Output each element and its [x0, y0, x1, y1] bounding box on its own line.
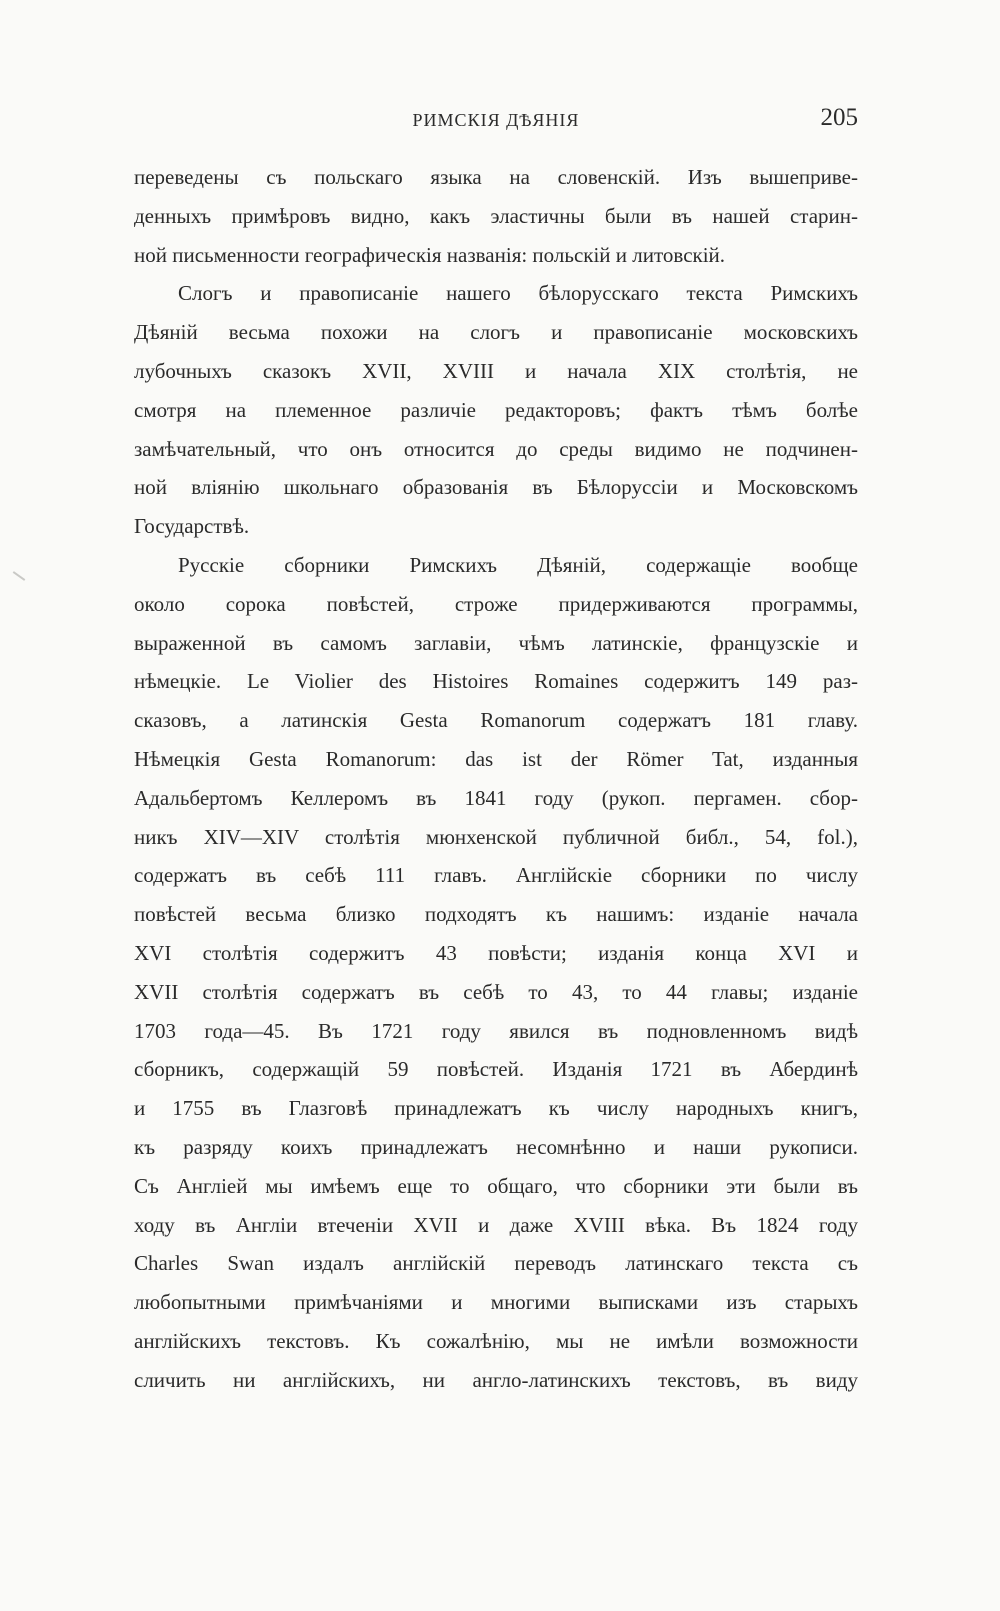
text-line: замѣчательный, что онъ относится до среды видимо не подчинен- [134, 436, 858, 461]
text-line: лубочныхъ сказокъ XVII, XVIII и начала XIX столѣтія, не [134, 358, 858, 383]
text-line: англійскихъ текстовъ. Къ сожалѣнію, мы не имѣли возможности [134, 1328, 858, 1353]
text-line: около сорока повѣстей, строже придерживаются программы, [134, 591, 858, 616]
text-line: 1703 года—45. Въ 1721 году явился въ подновленномъ видѣ [134, 1018, 858, 1043]
text-line: къ разряду коихъ принадлежатъ несомнѣнно и наши рукописи. [134, 1134, 858, 1159]
margin-mark [13, 571, 26, 581]
text-line: повѣстей весьма близко подходятъ къ нашимъ: изданіе начала [134, 902, 858, 927]
running-head [134, 104, 858, 136]
text-line: никъ XIV—XIV столѣтія мюнхенской публичной библ., 54, fol.), [134, 824, 858, 849]
text-line: Съ Англіей мы имѣемъ еще то общаго, что сборники эти были въ [134, 1173, 858, 1198]
text-line: нѣмецкіе. Le Violier des Histoires Romaines содержитъ 149 раз- [134, 669, 858, 694]
text-line: смотря на племенное различіе редакторовъ; фактъ тѣмъ болѣе [134, 397, 858, 422]
text-line: выраженной въ самомъ заглавіи, чѣмъ латинскіе, французскіе и [134, 630, 858, 655]
text-line: XVI столѣтія содержитъ 43 повѣсти; изданія конца XVI и [134, 940, 858, 965]
text-line: содержатъ въ себѣ 111 главъ. Англійскіе сборники по числу [134, 863, 858, 888]
text-line: XVII столѣтія содержатъ въ себѣ то 43, то 44 главы; изданіе [134, 979, 858, 1004]
text-line: сказовъ, а латинскія Gesta Romanorum содержатъ 181 главу. [134, 708, 858, 733]
text-line: и 1755 въ Глазговѣ принадлежатъ къ числу народныхъ книгъ, [134, 1096, 858, 1121]
text-line: ходу въ Англіи втеченіи XVII и даже XVIII вѣка. Въ 1824 году [134, 1212, 858, 1237]
text-line: Дѣяній весьма похожи на слогъ и правописаніе московскихъ [134, 320, 858, 345]
text-line: Слогъ и правописаніе нашего бѣлорусскаго текста Римскихъ [178, 281, 858, 306]
text-line: Русскіе сборники Римскихъ Дѣяній, содержащіе вообще [178, 552, 858, 577]
running-title: РИМСКІЯ ДѢЯНІЯ [412, 110, 580, 130]
text-line: Нѣмецкія Gesta Romanorum: das ist der Römer Tat, изданныя [134, 746, 858, 771]
text-line: любопытными примѣчаніями и многими выписками изъ старыхъ [134, 1290, 858, 1315]
text-line: ной письменности географическія названія: польскій и литовскій. [134, 242, 726, 267]
text-line: Государствѣ. [134, 514, 250, 539]
text-line: сличить ни англійскихъ, ни англо-латинскихъ текстовъ, въ виду [134, 1367, 858, 1392]
text-line: сборникъ, содержащій 59 повѣстей. Изданія 1721 въ Абердинѣ [134, 1057, 858, 1082]
body-text [134, 158, 858, 1400]
text-line: переведены съ польскаго языка на словенскій. Изъ вышеприве- [134, 165, 858, 189]
text-line: Адальбертомъ Келлеромъ въ 1841 году (рукоп. пергамен. сбор- [134, 785, 858, 810]
text-line: ной вліянію школьнаго образованія въ Бѣлоруссіи и Московскомъ [134, 475, 858, 500]
text-line: денныхъ примѣровъ видно, какъ эластичны были въ нашей старин- [134, 203, 858, 228]
page-number: 205 [820, 104, 858, 131]
text-line: Charles Swan издалъ англійскій переводъ латинскаго текста съ [134, 1251, 858, 1276]
